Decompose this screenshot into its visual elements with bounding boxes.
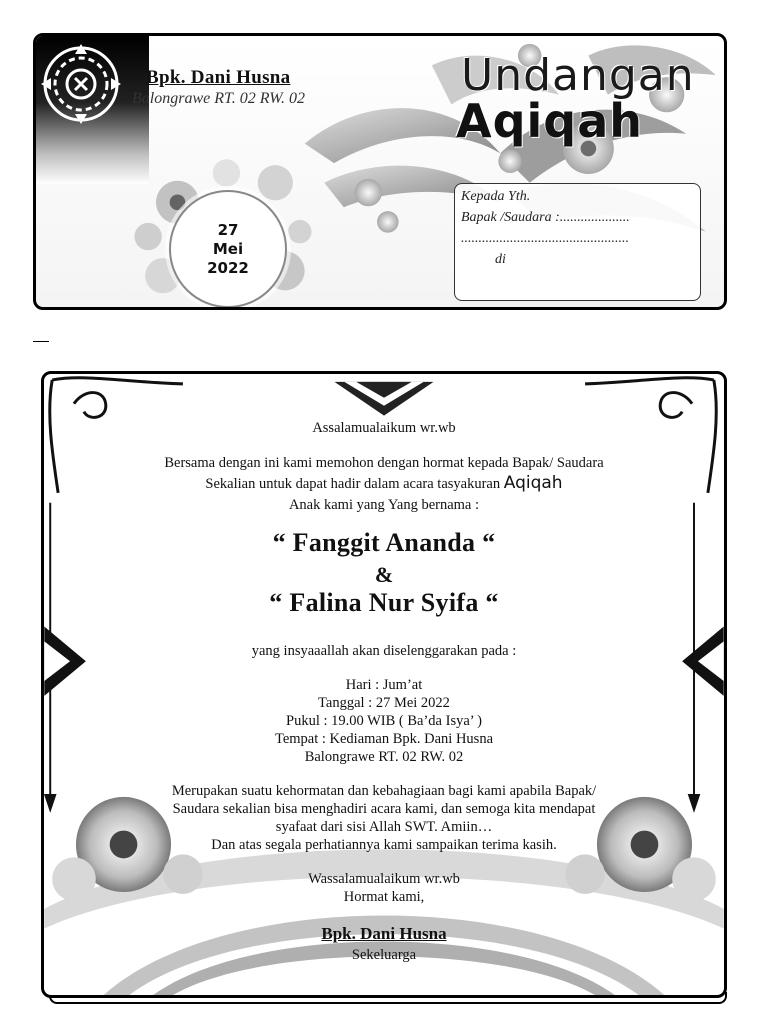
recipient-name-line: Bapak /Saudara :.................... (461, 210, 630, 225)
event-intro: yang insyaaallah akan diselenggarakan pada : (251, 643, 517, 659)
closing-line-4: Dan atas segala perhatiannya kami sampaikan terima kasih. (211, 837, 557, 853)
sender-name: Bpk. Dani Husna (146, 67, 291, 88)
signer-family: Sekeluarga (351, 947, 417, 963)
detail-place: Tempat : Kediaman Bpk. Dani Husna (274, 731, 494, 747)
regards: Hormat kami, (343, 889, 425, 905)
child-name-2: “ Falina Nur Syifa “ (269, 588, 499, 617)
ornament-logo-icon (36, 36, 149, 136)
date-badge (169, 190, 287, 308)
recipient-salutation: Kepada Yth. (461, 189, 531, 204)
logo-block (36, 36, 149, 184)
greeting: Assalamualaikum wr.wb (312, 420, 456, 436)
intro-line-3: Anak kami yang Yang bernama : (288, 497, 480, 513)
title-undangan: Undangan (461, 50, 695, 101)
sender-address: Balongrawe RT. 02 RW. 02 (132, 90, 306, 107)
detail-date: Tanggal : 27 Mei 2022 (318, 695, 450, 711)
intro-line-1: Bersama dengan ini kami memohon dengan hormat kepada Bapak/ Saudara (164, 455, 604, 471)
intro-line-2-text: Sekalian untuk dapat hadir dalam acara tasyakuran (205, 476, 504, 492)
farewell: Wassalamualaikum wr.wb (308, 871, 460, 887)
envelope-card (33, 33, 727, 310)
date-year: 2022 (207, 258, 249, 277)
detail-address: Balongrawe RT. 02 RW. 02 (304, 749, 464, 765)
detail-day: Hari : Jum’at (345, 677, 423, 693)
ampersand: & (374, 562, 394, 587)
date-month: Mei (212, 239, 244, 258)
recipient-blank-line: ................................................ (461, 231, 629, 246)
invitation-card (41, 371, 727, 998)
intro-line-2 (44, 474, 724, 493)
intro-event-name: Aqiqah (503, 473, 563, 493)
separator-dash (33, 341, 49, 342)
recipient-box (454, 183, 701, 301)
title-aqiqah: Aqiqah (456, 94, 644, 148)
signer-name: Bpk. Dani Husna (321, 924, 447, 943)
child-name-1: “ Fanggit Ananda “ (272, 528, 496, 557)
recipient-location: di (495, 252, 506, 267)
closing-line-3: syafaat dari sisi Allah SWT. Amiin… (275, 819, 493, 835)
detail-time: Pukul : 19.00 WIB ( Ba’da Isya’ ) (286, 713, 482, 729)
closing-line-1: Merupakan suatu kehormatan dan kebahagiaan bagi kami apabila Bapak/ (171, 783, 597, 799)
date-day: 27 (217, 220, 239, 239)
closing-line-2: Saudara sekalian bisa menghadiri acara kami, dan semoga kita mendapat (172, 801, 596, 817)
